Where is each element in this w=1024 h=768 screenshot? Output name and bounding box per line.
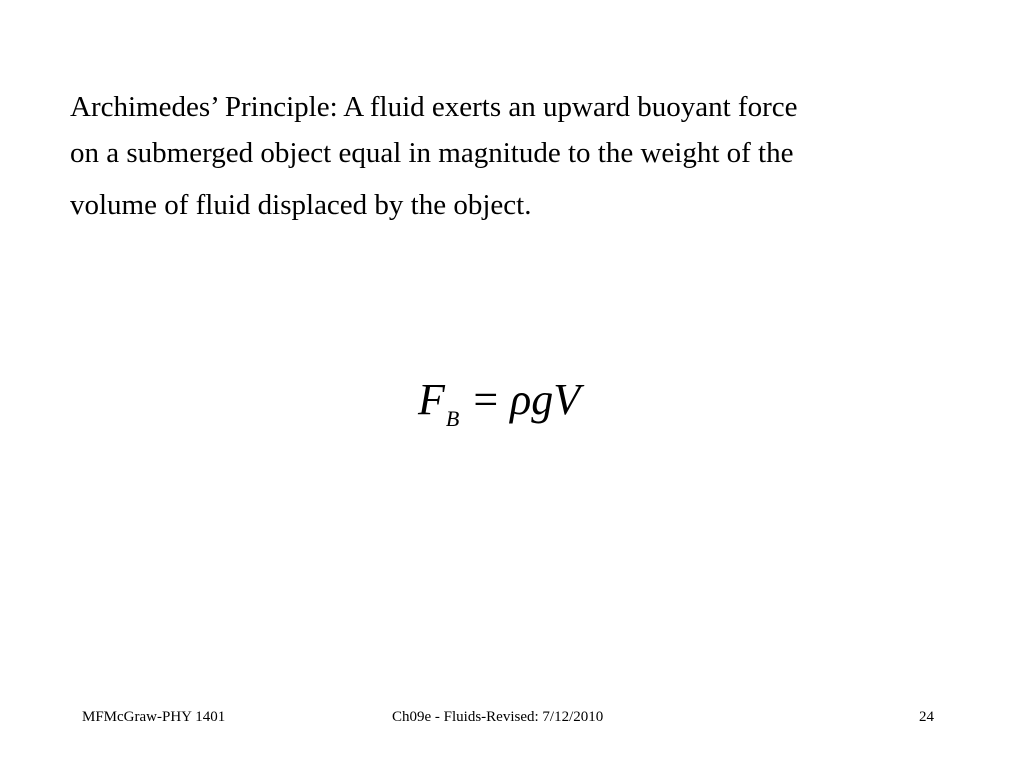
footer-page-number: 24 (919, 709, 934, 725)
footer-chapter: Ch09e - Fluids-Revised: 7/12/2010 (392, 709, 604, 725)
statement-line-3: volume of fluid displaced by the object. (70, 189, 532, 221)
formula-rhs: ρgV (510, 375, 581, 424)
formula-subscript: B (445, 406, 460, 431)
footer-course: MFMcGraw-PHY 1401 (82, 709, 226, 725)
formula-lhs: F (418, 375, 445, 424)
statement-line-2: on a submerged object equal in magnitude to the weight of the (70, 137, 794, 169)
formula-equals: = (473, 375, 499, 424)
statement-line-1: Archimedes’ Principle: A fluid exerts an upward buoyant force (70, 91, 798, 123)
principle-statement (70, 84, 950, 228)
buoyant-force-formula (418, 372, 580, 435)
